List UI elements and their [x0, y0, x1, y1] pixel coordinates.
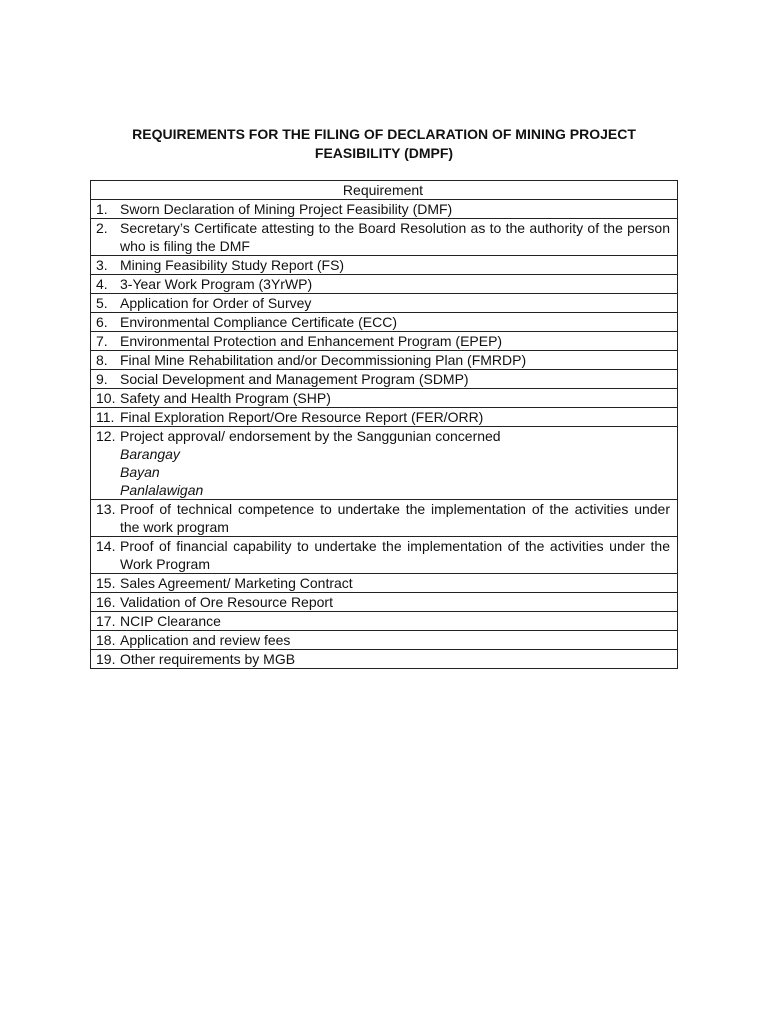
requirement-number: 15.: [96, 575, 116, 591]
title-line-1: REQUIREMENTS FOR THE FILING OF DECLARATION OF MINING PROJECT: [132, 126, 636, 142]
requirement-text: Sales Agreement/ Marketing Contract: [120, 575, 353, 591]
requirement-item: [96, 574, 670, 592]
requirement-cell: [91, 294, 678, 313]
requirement-cell: [91, 650, 678, 669]
requirement-number: 3.: [96, 257, 108, 273]
requirement-text: Safety and Health Program (SHP): [120, 390, 331, 406]
requirement-cell: [91, 200, 678, 219]
requirement-cell: [91, 389, 678, 408]
requirement-item: [96, 351, 670, 369]
table-row: [91, 408, 678, 427]
requirement-number: 10.: [96, 390, 116, 406]
requirement-cell: [91, 313, 678, 332]
requirement-number: 6.: [96, 314, 108, 330]
requirements-table-body: [91, 200, 678, 669]
requirement-number: 1.: [96, 201, 108, 217]
requirement-body: [120, 574, 670, 592]
requirement-body: [120, 500, 670, 536]
requirement-cell: [91, 256, 678, 275]
requirement-number: 8.: [96, 352, 108, 368]
requirement-item: [96, 370, 670, 388]
table-row: [91, 351, 678, 370]
table-row: [91, 256, 678, 275]
requirement-body: [120, 219, 670, 255]
requirement-number: 7.: [96, 333, 108, 349]
requirement-cell: [91, 427, 678, 500]
requirement-text: Project approval/ endorsement by the Sanggunian concerned: [120, 428, 501, 444]
requirement-text: Final Mine Rehabilitation and/or Decommissioning Plan (FMRDP): [120, 352, 527, 368]
table-row: [91, 200, 678, 219]
requirement-number: 13.: [96, 501, 116, 517]
requirement-item: [96, 389, 670, 407]
requirement-number: 9.: [96, 371, 108, 387]
table-row: [91, 500, 678, 537]
requirements-table: [90, 180, 678, 669]
requirement-sub-item: Bayan: [120, 464, 160, 480]
requirement-body: [120, 332, 670, 350]
requirement-text: Mining Feasibility Study Report (FS): [120, 257, 345, 273]
requirement-cell: [91, 537, 678, 574]
requirement-number: 5.: [96, 295, 108, 311]
table-row: [91, 593, 678, 612]
requirement-text: Final Exploration Report/Ore Resource Report (FER/ORR): [120, 409, 484, 425]
requirement-text: Proof of technical competence to undertake the implementation of the activities under the work program: [120, 501, 670, 535]
requirement-sub-item: Panlalawigan: [120, 482, 204, 498]
requirement-item: [96, 631, 670, 649]
requirement-text: Proof of financial capability to undertake the implementation of the activities under the Work Program: [120, 538, 670, 572]
requirement-number: 12.: [96, 428, 116, 444]
requirement-item: [96, 593, 670, 611]
requirement-column-header: Requirement: [91, 181, 678, 200]
requirement-body: [120, 313, 670, 331]
title-line-2: FEASIBILITY (DMPF): [314, 145, 454, 161]
table-row: [91, 574, 678, 593]
requirement-body: [120, 256, 670, 274]
requirement-sub-item: Barangay: [120, 446, 180, 462]
requirement-item: [96, 427, 670, 499]
requirement-body: [120, 612, 670, 630]
table-row: [91, 389, 678, 408]
requirement-text: NCIP Clearance: [120, 613, 221, 629]
requirement-body: [120, 370, 670, 388]
requirement-body: [120, 537, 670, 573]
requirement-text: Environmental Compliance Certificate (ECC): [120, 314, 397, 330]
requirement-number: 4.: [96, 276, 108, 292]
table-row: [91, 275, 678, 294]
requirement-text: Social Development and Management Program (SDMP): [120, 371, 469, 387]
requirement-cell: [91, 370, 678, 389]
table-row: [91, 537, 678, 574]
requirement-item: [96, 200, 670, 218]
requirement-body: [120, 408, 670, 426]
requirement-number: 2.: [96, 220, 108, 236]
requirement-item: [96, 275, 670, 293]
requirement-number: 17.: [96, 613, 116, 629]
requirement-body: [120, 631, 670, 649]
requirement-body: [120, 427, 670, 499]
requirement-item: [96, 500, 670, 536]
requirement-text: Application and review fees: [120, 632, 291, 648]
table-row: [91, 612, 678, 631]
document-title: [90, 125, 678, 163]
table-row: [91, 219, 678, 256]
requirement-text: Other requirements by MGB: [120, 651, 296, 667]
requirement-cell: [91, 275, 678, 294]
requirement-body: [120, 593, 670, 611]
requirement-body: [120, 294, 670, 312]
requirement-number: 11.: [96, 409, 115, 425]
requirement-cell: [91, 593, 678, 612]
requirement-text: Application for Order of Survey: [120, 295, 312, 311]
requirement-item: [96, 313, 670, 331]
requirement-cell: [91, 631, 678, 650]
table-row: [91, 332, 678, 351]
requirement-body: [120, 650, 670, 668]
table-row: [91, 294, 678, 313]
requirement-cell: [91, 574, 678, 593]
requirement-cell: [91, 219, 678, 256]
requirement-item: [96, 294, 670, 312]
table-row: [91, 631, 678, 650]
requirement-cell: [91, 332, 678, 351]
requirement-text: Sworn Declaration of Mining Project Feasibility (DMF): [120, 201, 453, 217]
requirement-item: [96, 408, 670, 426]
requirement-item: [96, 256, 670, 274]
requirement-number: 16.: [96, 594, 116, 610]
table-row: [91, 427, 678, 500]
requirement-item: [96, 219, 670, 255]
requirement-body: [120, 389, 670, 407]
requirement-number: 19.: [96, 651, 116, 667]
requirement-text: Secretary’s Certificate attesting to the Board Resolution as to the authority of the person who is filing the DMF: [120, 220, 670, 254]
requirement-cell: [91, 500, 678, 537]
table-row: [91, 650, 678, 669]
requirement-number: 18.: [96, 632, 116, 648]
requirement-text: 3-Year Work Program (3YrWP): [120, 276, 313, 292]
requirement-item: [96, 650, 670, 668]
table-header-row: [91, 181, 678, 200]
requirement-cell: [91, 351, 678, 370]
requirement-cell: [91, 408, 678, 427]
table-row: [91, 313, 678, 332]
table-row: [91, 370, 678, 389]
requirement-body: [120, 200, 670, 218]
requirement-text: Environmental Protection and Enhancement Program (EPEP): [120, 333, 503, 349]
requirement-item: [96, 612, 670, 630]
requirement-body: [120, 275, 670, 293]
requirement-text: Validation of Ore Resource Report: [120, 594, 333, 610]
requirement-cell: [91, 612, 678, 631]
requirement-number: 14.: [96, 538, 116, 554]
requirement-body: [120, 351, 670, 369]
requirement-item: [96, 537, 670, 573]
requirement-item: [96, 332, 670, 350]
